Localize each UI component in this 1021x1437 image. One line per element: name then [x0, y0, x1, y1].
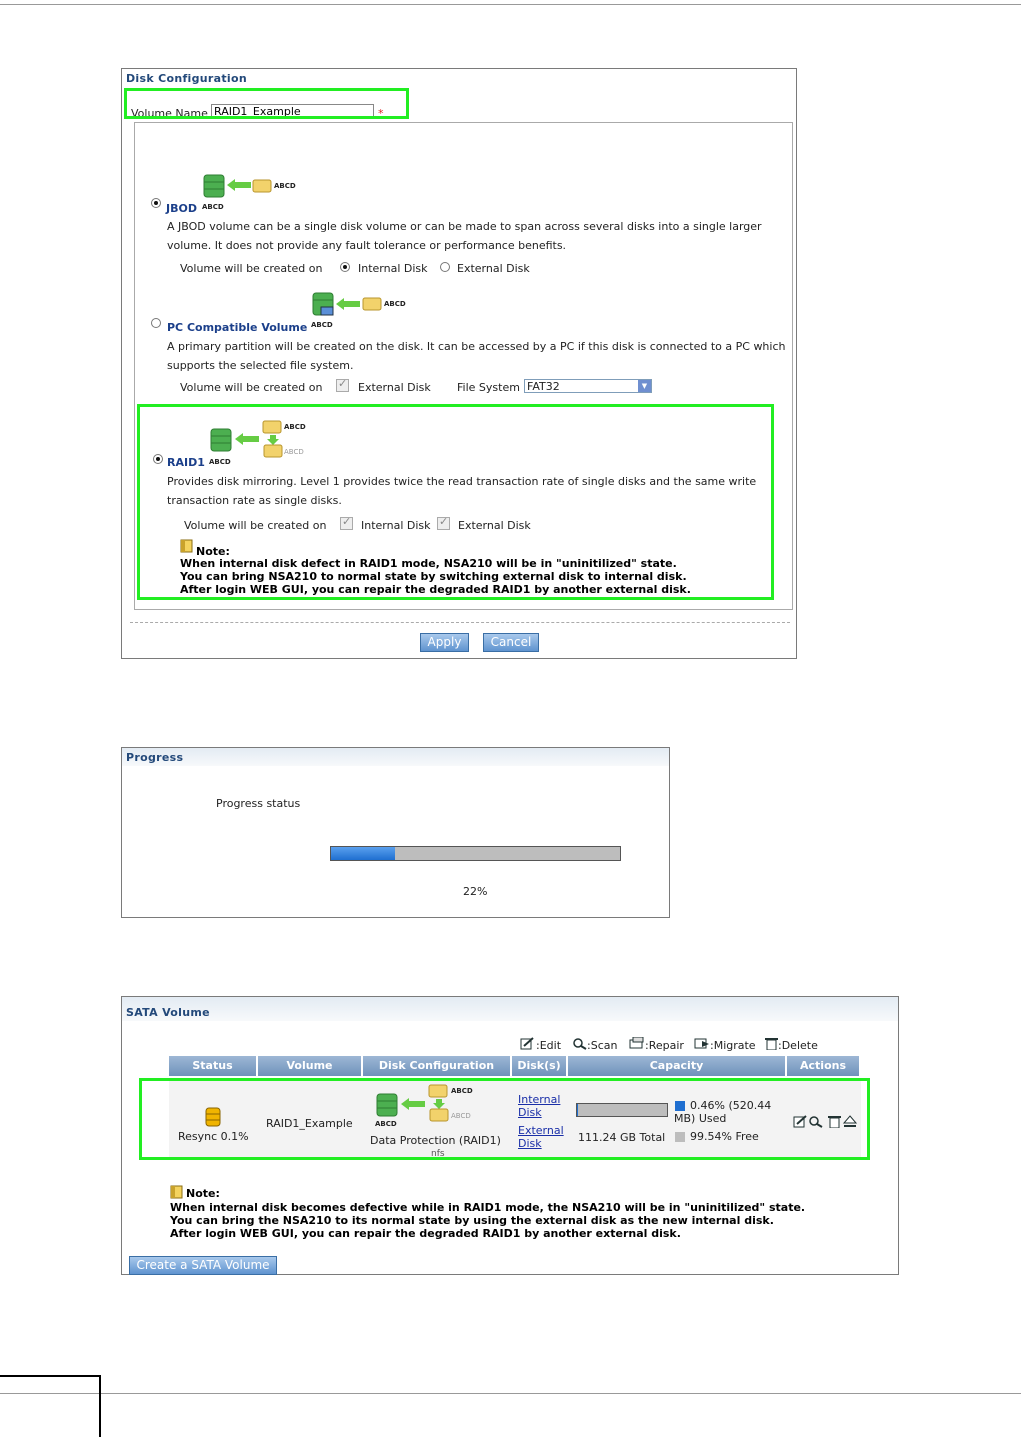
create-sata-volume-button[interactable]: Create a SATA Volume — [129, 1256, 277, 1275]
pc-external-checkbox[interactable] — [336, 379, 349, 392]
icon-label: ABCD — [284, 448, 304, 456]
apply-button[interactable]: Apply — [420, 633, 469, 652]
jbod-created-on-label: Volume will be created on — [180, 262, 323, 275]
icon-label: ABCD — [451, 1087, 473, 1095]
capacity-total: 111.24 GB Total — [578, 1131, 666, 1144]
disk-stack-icon — [209, 427, 233, 456]
legend-repair: :Repair — [645, 1039, 684, 1052]
disk-stack-icon — [202, 173, 226, 202]
table-header — [169, 1056, 861, 1076]
raid1-external-label: External Disk — [458, 519, 531, 532]
radio-raid1[interactable] — [153, 454, 163, 464]
legend-scan: :Scan — [587, 1039, 618, 1052]
external-disk-icon — [252, 177, 272, 196]
pc-compatible-label: PC Compatible Volume — [167, 321, 308, 334]
icon-label: ABCD — [451, 1112, 471, 1120]
icon-label: ABCD — [284, 423, 306, 431]
radio-jbod-internal[interactable] — [340, 262, 350, 272]
mirror-arrow-down-icon — [263, 435, 283, 462]
raid1-label: RAID1 — [167, 456, 205, 469]
link-external-disk-line1: External — [518, 1124, 564, 1137]
radio-jbod-external[interactable] — [440, 262, 450, 272]
raid1-created-on-label: Volume will be created on — [184, 519, 327, 532]
panel-title: Progress — [122, 748, 669, 766]
note-icon — [170, 1185, 184, 1202]
cancel-button[interactable]: Cancel — [483, 633, 539, 652]
progress-bar — [330, 846, 621, 861]
radio-jbod[interactable] — [151, 198, 161, 208]
raid1-internal-label: Internal Disk — [361, 519, 431, 532]
row-config-extra: nfs — [431, 1149, 445, 1159]
icon-label: ABCD — [274, 182, 296, 190]
chevron-down-icon: ▼ — [638, 380, 651, 392]
page-number-box — [0, 1375, 101, 1437]
capacity-used-line2: MB) Used — [674, 1112, 727, 1125]
icon-label: ABCD — [375, 1120, 397, 1128]
column-header-disks: Disk(s) — [512, 1056, 568, 1076]
column-header-volume: Volume — [258, 1056, 363, 1076]
progress-bar-fill — [331, 847, 395, 860]
note-line1: When internal disk becomes defective while in RAID1 mode, the NSA210 will be in "uninitilized" state. — [170, 1201, 806, 1214]
note-line1: When internal disk defect in RAID1 mode, NSA210 will be in "uninitilized" state. — [180, 557, 677, 570]
arrow-left-icon — [227, 179, 251, 194]
note-label: Note: — [186, 1187, 220, 1200]
external-disk-icon — [362, 295, 382, 314]
file-system-value: FAT32 — [527, 380, 560, 393]
raid1-external-checkbox[interactable] — [437, 517, 450, 530]
disk-pc-icon — [311, 291, 335, 322]
capacity-used-line1: 0.46% (520.44 — [690, 1099, 772, 1112]
file-system-select[interactable] — [524, 379, 652, 393]
jbod-external-label: External Disk — [457, 262, 530, 275]
column-header-status: Status — [169, 1056, 258, 1076]
scan-icon — [572, 1037, 587, 1053]
column-header-capacity: Capacity — [568, 1056, 787, 1076]
edit-icon — [520, 1037, 534, 1053]
row-volume: RAID1_Example — [266, 1117, 353, 1130]
radio-pc-compatible[interactable] — [151, 318, 161, 328]
legend-migrate: :Migrate — [710, 1039, 756, 1052]
raid1-description-line1: Provides disk mirroring. Level 1 provides twice the read transaction rate of single disks and the same write — [167, 475, 757, 488]
progress-percent: 22% — [463, 885, 488, 898]
note-line2: You can bring NSA210 to normal state by switching external disk to internal disk. — [180, 570, 687, 583]
file-system-label: File System — [457, 381, 520, 394]
raid1-description-line2: transaction rate as single disks. — [167, 494, 342, 507]
pc-created-on-label: Volume will be created on — [180, 381, 323, 394]
repair-icon — [629, 1037, 645, 1053]
jbod-internal-label: Internal Disk — [358, 262, 428, 275]
capacity-free: 99.54% Free — [690, 1130, 759, 1143]
footer-rule — [0, 1393, 1021, 1394]
progress-status-label: Progress status — [216, 797, 301, 810]
progress-panel — [121, 747, 670, 918]
panel-title: SATA Volume — [122, 997, 898, 1021]
link-internal-disk-line2: Disk — [518, 1106, 542, 1119]
icon-label: ABCD — [209, 458, 231, 466]
raid1-internal-checkbox[interactable] — [340, 517, 353, 530]
jbod-label: JBOD — [166, 202, 197, 215]
note-icon — [180, 539, 194, 556]
icon-label: ABCD — [202, 203, 224, 211]
disk-configuration-panel — [121, 68, 797, 659]
note-line3: After login WEB GUI, you can repair the degraded RAID1 by another external disk. — [180, 583, 691, 596]
link-internal-disk-line1: Internal — [518, 1093, 561, 1106]
pc-description-line1: A primary partition will be created on the disk. It can be accessed by a PC if this disk is connected to a PC which — [167, 340, 786, 353]
page-top-rule — [0, 4, 1021, 5]
icon-label: ABCD — [384, 300, 406, 308]
row-disk-configuration: Data Protection (RAID1) — [370, 1134, 501, 1147]
legend-delete: :Delete — [778, 1039, 818, 1052]
link-external-disk-line2: Disk — [518, 1137, 542, 1150]
arrow-left-icon — [336, 298, 360, 313]
column-header-disk-configuration: Disk Configuration — [363, 1056, 512, 1076]
note-label: Note: — [196, 545, 230, 558]
pc-external-label: External Disk — [358, 381, 431, 394]
legend-edit: :Edit — [536, 1039, 562, 1052]
delete-icon — [765, 1037, 778, 1053]
panel-title: Disk Configuration — [122, 69, 796, 87]
divider — [130, 622, 790, 623]
column-header-actions: Actions — [787, 1056, 859, 1076]
note-line3: After login WEB GUI, you can repair the degraded RAID1 by another external disk. — [170, 1227, 681, 1240]
migrate-icon — [694, 1037, 710, 1053]
jbod-description-line1: A JBOD volume can be a single disk volume or can be made to span across several disks into a single larger — [167, 220, 762, 233]
pc-description-line2: supports the selected file system. — [167, 359, 354, 372]
arrow-left-icon — [235, 433, 259, 448]
required-mark: * — [378, 107, 384, 120]
volume-row-highlight-box — [139, 1078, 870, 1160]
icon-label: ABCD — [311, 321, 333, 329]
row-status: Resync 0.1% — [178, 1130, 249, 1143]
note-line2: You can bring the NSA210 to its normal state by using the external disk as the new internal disk. — [170, 1214, 774, 1227]
volume-name-label: Volume Name — [131, 107, 208, 120]
volume-name-highlight-box — [124, 88, 409, 119]
jbod-description-line2: volume. It does not provide any fault tolerance or performance benefits. — [167, 239, 567, 252]
